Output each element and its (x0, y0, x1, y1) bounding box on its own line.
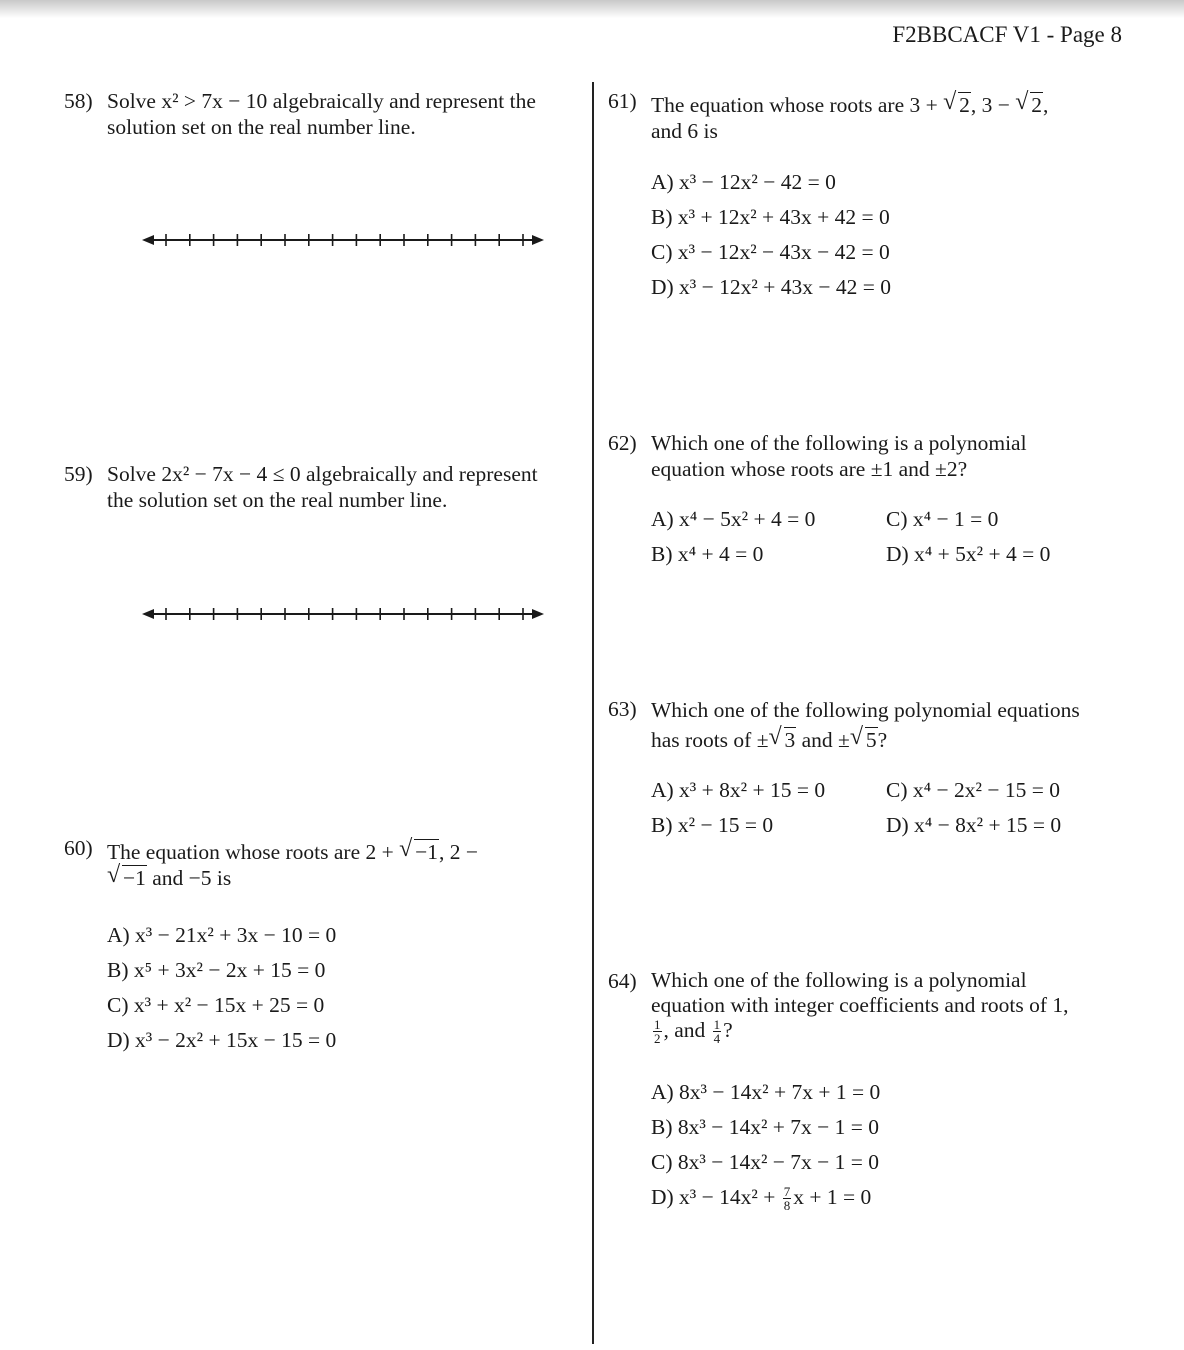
sqrt-expression (399, 839, 439, 865)
option-d[interactable]: D) x³ − 2x² + 15x − 15 = 0 (107, 1028, 337, 1052)
option-a[interactable]: A) 8x³ − 14x² + 7x + 1 = 0 (651, 1080, 881, 1104)
option-d[interactable] (651, 1184, 871, 1212)
denominator: 2 (654, 1031, 661, 1046)
question-63 (608, 696, 1168, 846)
text: , 3 − (970, 93, 1016, 117)
text: equation with integer coefficients and roots of 1, (651, 993, 1069, 1017)
text: , and (663, 1018, 711, 1042)
question-64 (608, 968, 1168, 1228)
radicand: 3 (784, 728, 796, 752)
option-a[interactable]: A) x⁴ − 5x² + 4 = 0 (651, 507, 816, 531)
text: , 2 − (439, 840, 479, 864)
question-text (107, 88, 536, 140)
option-a[interactable]: A) x³ − 12x² − 42 = 0 (651, 170, 836, 194)
option-c[interactable]: C) x⁴ − 1 = 0 (886, 507, 999, 531)
option-b[interactable]: B) x² − 15 = 0 (651, 813, 774, 837)
text: The equation whose roots are 3 + (651, 93, 944, 117)
question-number: 64) (608, 969, 637, 993)
fraction (783, 1185, 792, 1212)
option-c[interactable]: C) 8x³ − 14x² − 7x − 1 = 0 (651, 1150, 880, 1174)
question-text (651, 695, 1080, 755)
option-a[interactable]: A) x³ + 8x² + 15 = 0 (651, 778, 826, 802)
text: algebraically and represent (300, 462, 538, 486)
question-number: 61) (608, 89, 637, 113)
question-text (107, 839, 478, 891)
text: Solve (107, 462, 162, 486)
denominator: 4 (713, 1031, 721, 1046)
right-arrow (532, 235, 544, 245)
option-d[interactable]: D) x⁴ + 5x² + 4 = 0 (886, 542, 1051, 566)
top-shade (0, 0, 1184, 18)
text: D) x³ − 14x² + (651, 1185, 781, 1209)
number-line-58[interactable] (140, 230, 550, 250)
question-number: 63) (608, 697, 637, 721)
text: Which one of the following is a polynomial (651, 431, 1027, 455)
question-58 (64, 88, 584, 148)
option-c[interactable]: C) x⁴ − 2x² − 15 = 0 (886, 778, 1060, 802)
inequality: x² > 7x − 10 (161, 89, 268, 113)
question-number: 58) (64, 89, 93, 113)
fraction (653, 1018, 662, 1045)
text: Solve (107, 89, 162, 113)
question-62 (608, 430, 1168, 570)
radicand: 5 (865, 728, 877, 752)
number-line-axis (142, 234, 544, 246)
option-b[interactable]: B) x⁴ + 4 = 0 (651, 542, 764, 566)
left-arrow (142, 609, 154, 619)
inequality: 2x² − 7x − 4 ≤ 0 (161, 462, 301, 486)
sqrt-expression (1015, 92, 1043, 118)
question-text (651, 92, 1048, 144)
option-c[interactable]: C) x³ + x² − 15x + 25 = 0 (107, 993, 325, 1017)
radicand: 2 (959, 93, 970, 117)
numerator: 1 (713, 1017, 721, 1032)
question-text (651, 968, 1069, 1045)
left-arrow (142, 235, 154, 245)
denominator: 8 (783, 1198, 791, 1213)
option-b[interactable]: B) x⁵ + 3x² − 2x + 15 = 0 (107, 958, 326, 982)
question-number: 62) (608, 431, 637, 455)
number-line-59[interactable] (140, 604, 550, 624)
sqrt-expression (107, 865, 147, 891)
text: Which one of the following is a polynomial (651, 968, 1027, 992)
sqrt-expression (850, 725, 878, 755)
text: solution set on the real number line. (107, 115, 416, 139)
radicand: −1 (123, 866, 146, 890)
text: has roots of ± (651, 728, 769, 752)
text: ? (723, 1018, 733, 1042)
option-b[interactable]: B) x³ + 12x² + 43x + 42 = 0 (651, 205, 890, 229)
numerator: 7 (783, 1184, 791, 1199)
question-60 (64, 835, 584, 1065)
option-a[interactable]: A) x³ − 21x² + 3x − 10 = 0 (107, 923, 337, 947)
sqrt-expression (943, 92, 971, 118)
numerator: 1 (654, 1017, 661, 1032)
text: and 6 is (651, 119, 718, 143)
text: x + 1 = 0 (793, 1185, 872, 1209)
question-text (107, 461, 538, 513)
option-b[interactable]: B) 8x³ − 14x² + 7x − 1 = 0 (651, 1115, 880, 1139)
text: ? (877, 728, 888, 752)
text: and −5 is (146, 866, 232, 890)
option-d[interactable]: D) x⁴ − 8x² + 15 = 0 (886, 813, 1062, 837)
page-header: F2BBCACF V1 - Page 8 (892, 22, 1122, 47)
question-text (651, 430, 1027, 482)
option-c[interactable]: C) x³ − 12x² − 43x − 42 = 0 (651, 240, 890, 264)
radicand: −1 (415, 840, 439, 864)
question-number: 59) (64, 462, 93, 486)
option-d[interactable]: D) x³ − 12x² + 43x − 42 = 0 (651, 275, 891, 299)
text: and ± (796, 728, 850, 752)
number-line-axis (142, 608, 544, 620)
text: algebraically and represent the (267, 89, 536, 113)
radicand: 2 (1031, 93, 1043, 117)
question-59 (64, 461, 584, 521)
fraction (713, 1018, 722, 1045)
text: , (1043, 93, 1049, 117)
text: Which one of the following polynomial equations (651, 698, 1080, 722)
text: equation whose roots are ±1 and ±2? (651, 457, 968, 481)
column-divider (592, 82, 594, 1344)
sqrt-expression (769, 725, 797, 755)
question-61 (608, 88, 1168, 308)
right-arrow (532, 609, 544, 619)
question-number: 60) (64, 836, 93, 860)
text: the solution set on the real number line. (107, 488, 448, 512)
text: The equation whose roots are 2 + (107, 840, 400, 864)
